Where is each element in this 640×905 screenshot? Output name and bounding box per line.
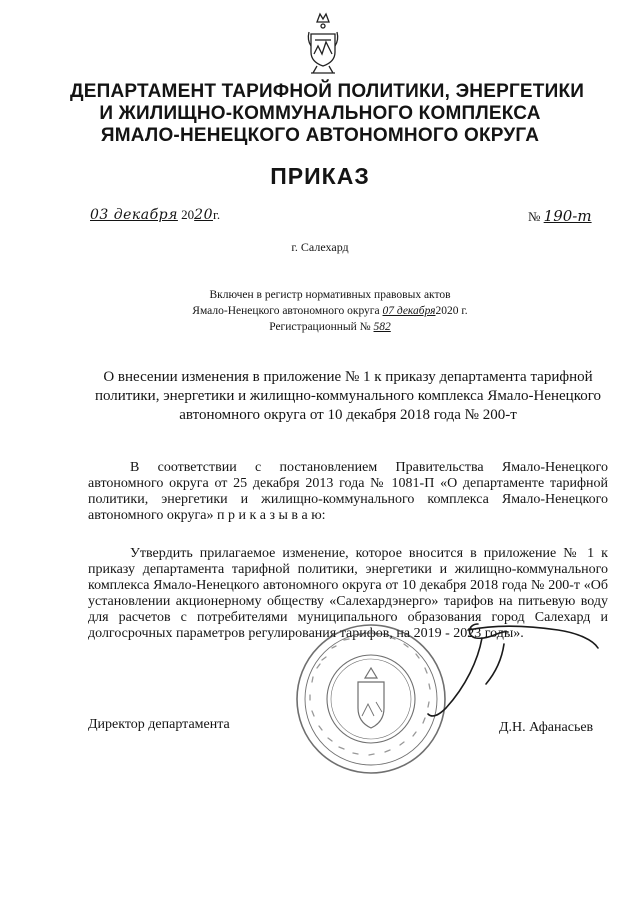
document-date <box>90 207 220 223</box>
date-year-prefix: 20 <box>181 207 195 222</box>
document-subject: О внесении изменения в приложение № 1 к приказу департамента тарифной политики, энергетики и жилищно-коммунального комплекса Ямало-Ненецкого автономного округа от 10 декабря 2018 года № 200-т <box>94 369 602 423</box>
number-prefix: № <box>528 209 541 224</box>
registry-region: Ямало-Ненецкого автономного округа <box>192 305 380 317</box>
registry-block <box>150 287 510 335</box>
department-header-line: ДЕПАРТАМЕНТ ТАРИФНОЙ ПОЛИТИКИ, ЭНЕРГЕТИКИ <box>70 81 585 102</box>
body-paragraph-text: В соответствии с постановлением Правительства Ямало-Ненецкого автономного округа от 25 декабря 2013 года № 1081-П «О департаменте тарифной политики, энергетики и жилищно-коммунального комплекса Ямало-Ненецкого автономного округа» п р и к а з ы в а ю: <box>88 460 608 523</box>
document-city: г. Салехард <box>291 240 349 254</box>
body-paragraph-1 <box>88 460 608 524</box>
department-header <box>70 81 585 147</box>
body-paragraph-text: Утвердить прилагаемое изменение, которое вносится в приложение № 1 к приказу департамента тарифной политики, энергетики и жилищно-коммунального комплекса Ямало-Ненецкого автономного округа от 10 декабря 2018 года № 200-т «Об установлении акционерному обществу «Салехардэнерго» тарифов на питьевую воду для расчетов с потребителями муниципального образования город Салехард и долгосрочных параметров регулирования тарифов, на 2019 - 2023 годы». <box>88 546 608 641</box>
handwritten-date: 03 декабря <box>90 207 178 223</box>
handwritten-number: 190-т <box>543 207 592 225</box>
document-number <box>528 207 592 225</box>
registry-line: Включен в регистр нормативных правовых актов <box>209 289 451 301</box>
document-title: ПРИКАЗ <box>270 163 370 189</box>
registry-line <box>150 303 510 319</box>
department-header-line: ЯМАЛО-НЕНЕЦКОГО АВТОНОМНОГО ОКРУГА <box>100 125 540 146</box>
date-year-suffix: г. <box>212 207 221 222</box>
department-header-line: И ЖИЛИЩНО-КОММУНАЛЬНОГО КОМПЛЕКСА <box>99 103 541 124</box>
coat-of-arms-emblem <box>303 10 343 76</box>
registry-line <box>150 319 510 335</box>
signatory-position: Директор департамента <box>88 717 230 732</box>
registry-year: 2020 г. <box>435 305 468 317</box>
registry-handwritten-number: 582 <box>373 321 391 333</box>
registry-number-label: Регистрационный № <box>269 321 371 333</box>
handwritten-year: 20 <box>194 207 213 223</box>
handwritten-signature <box>408 600 638 730</box>
registry-handwritten-date: 07 декабря <box>382 305 436 317</box>
signatory-name: Д.Н. Афанасьев <box>499 720 594 735</box>
